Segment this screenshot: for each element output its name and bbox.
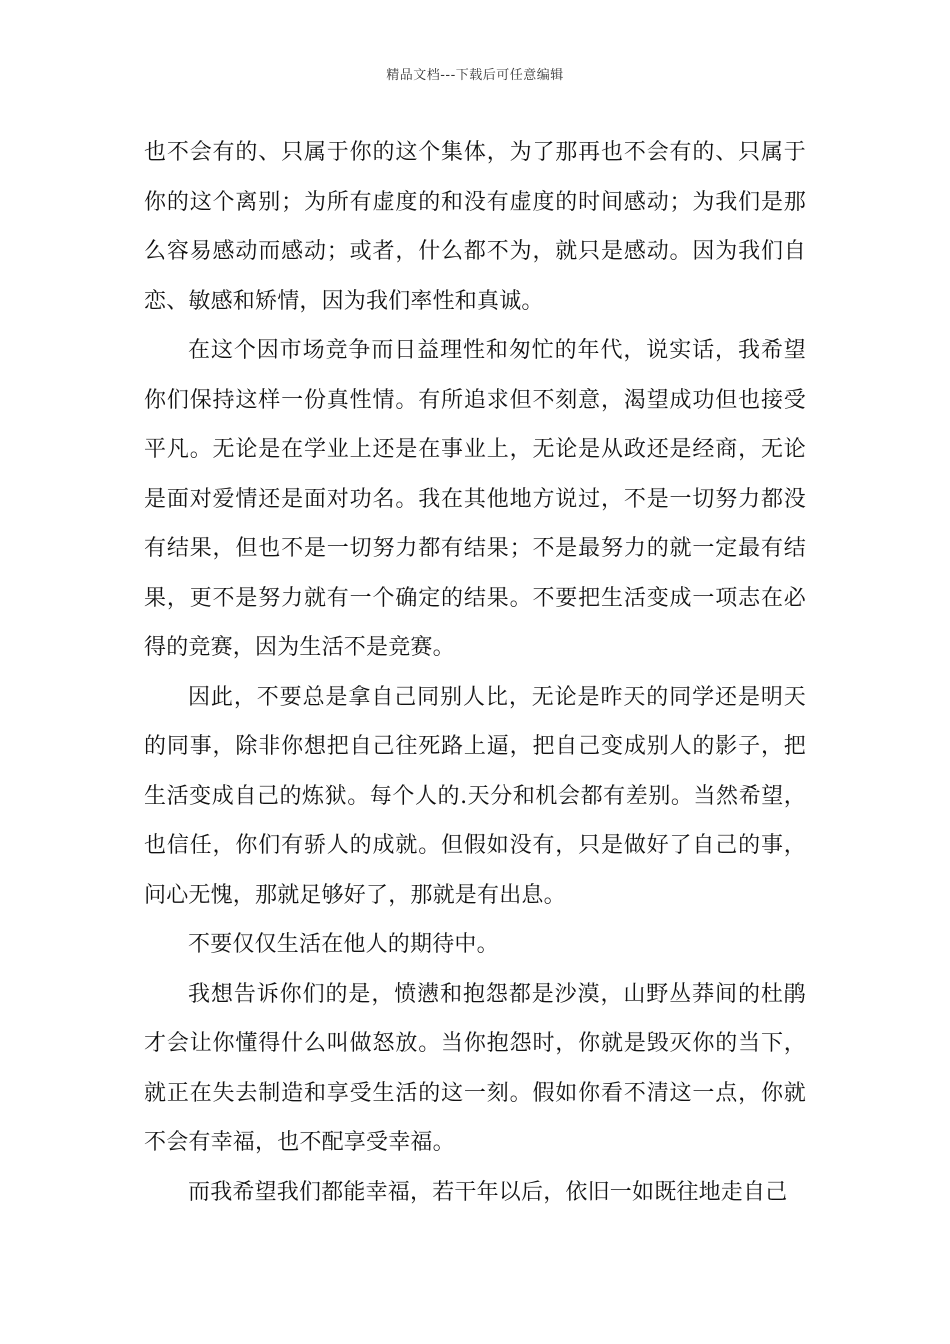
paragraph-6: 而我希望我们都能幸福，若干年以后，依旧一如既往地走自己 — [188, 1179, 788, 1205]
document-body — [144, 128, 806, 1217]
paragraph-3: 因此，不要总是拿自己同别人比，无论是昨天的同学还是明天的同事，除非你想把自己往死路上逼，把自己变成别人的影子，把生活变成自己的炼狱。每个人的.天分和机会都有差别。当然希望，也信任，你们有骄人的成就。但假如没有，只是做好了自己的事，问心无愧，那就足够好了，那就是有出息。 — [144, 684, 806, 908]
paragraph-4: 不要仅仅生活在他人的期待中。 — [188, 932, 499, 957]
paragraph-5: 我想告诉你们的是，愤懑和抱怨都是沙漠，山野丛莽间的杜鹃才会让你懂得什么叫做怒放。当你抱怨时，你就是毁灭你的当下，就正在失去制造和享受生活的这一刻。假如你看不清这一点，你就不会有幸福，也不配享受幸福。 — [144, 981, 806, 1155]
paragraph-2: 在这个因市场竞争而日益理性和匆忙的年代，说实话，我希望你们保持这样一份真性情。有所追求但不刻意，渴望成功但也接受平凡。无论是在学业上还是在事业上，无论是从政还是经商，无论是面对爱情还是面对功名。我在其他地方说过，不是一切努力都没有结果，但也不是一切努力都有结果；不是最努力的就一定最有结果，更不是努力就有一个确定的结果。不要把生活变成一项志在必得的竞赛，因为生活不是竞赛。 — [144, 338, 806, 660]
paragraph-1: 也不会有的、只属于你的这个集体，为了那再也不会有的、只属于你的这个离别；为所有虚度的和没有虚度的时间感动；为我们是那么容易感动而感动；或者，什么都不为，就只是感动。因为我们自恋、敏感和矫情，因为我们率性和真诚。 — [144, 140, 806, 314]
page-header: 精品文档---下载后可任意编辑 — [386, 68, 564, 83]
